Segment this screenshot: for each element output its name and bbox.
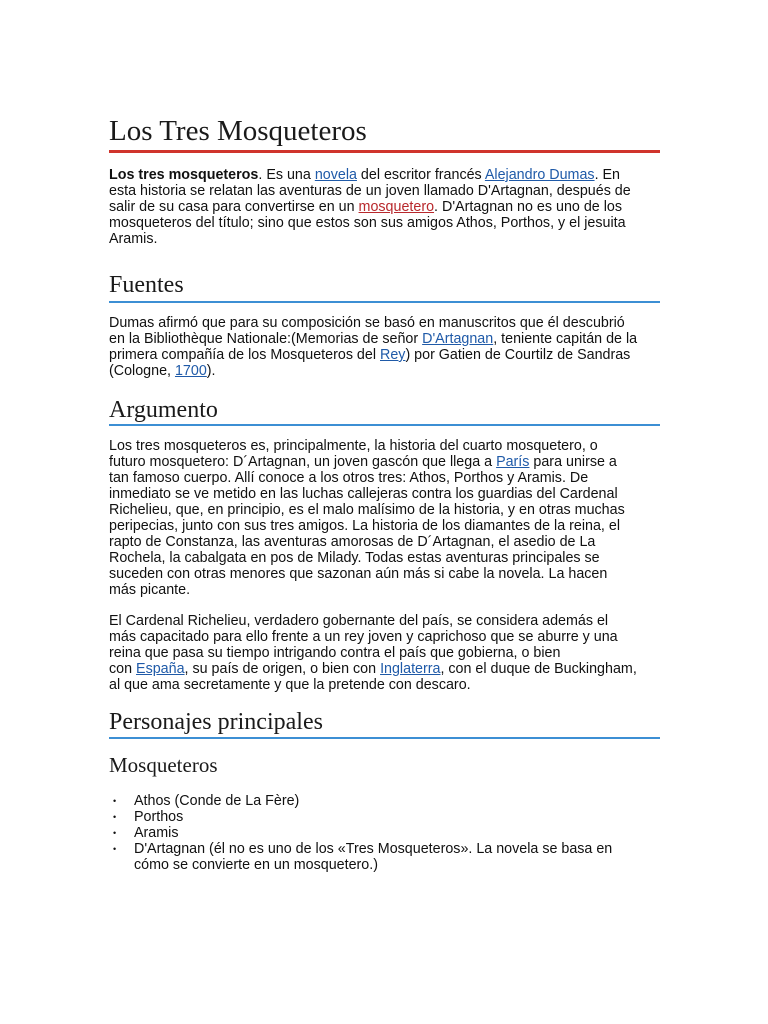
mosqueteros-list (109, 793, 669, 873)
link-novela[interactable]: novela (314, 167, 357, 183)
page-title: Los Tres Mosqueteros (109, 115, 367, 147)
subheading-mosqueteros: Mosqueteros (109, 753, 218, 777)
list-item: • Aramis (113, 825, 179, 841)
bullet-icon: • (113, 812, 117, 822)
fuentes-underline (109, 301, 660, 303)
personajes-underline (109, 737, 660, 739)
link-mosquetero[interactable]: mosquetero (358, 199, 435, 215)
link-alejandro-dumas[interactable]: Alejandro Dumas (484, 167, 595, 183)
link-espana[interactable]: España (136, 661, 185, 677)
link-inglaterra[interactable]: Inglaterra (380, 661, 441, 677)
argumento-paragraph-2: El Cardenal Richelieu, verdadero gobernante del país, se considera además el más capacitado para ello frente a un rey joven y caprichoso que se aburre y una reina que pasa su tiempo intrigando contra el país que gobierna, o bien con España, su país de origen, o bien con Inglaterra, con el duque de Buckingham, al que ama secretamente y que la pretende con descaro. (109, 613, 637, 693)
link-1700[interactable]: 1700 (174, 363, 207, 379)
fuentes-paragraph: Dumas afirmó que para su composición se basó en manuscritos que él descubrió en la Bibliothèque Nationale:(Memorias de señor D'Artagnan, teniente capitán de la primera compañía de los Mosqueteros del Rey) por Gatien de Courtilz de Sandras (Cologne, 1700). (109, 315, 638, 379)
link-rey[interactable]: Rey (380, 347, 406, 363)
intro-paragraph: Los tres mosqueteros. Es una novela del escritor francés Alejandro Dumas. En esta historia se relatan las aventuras de un joven llamado D'Artagnan, después de salir de su casa para convertirse en un mosquetero. D'Artagnan no es uno de los mosqueteros del título; sino que estos son sus amigos Athos, Porthos, y el jesuita Aramis. (109, 167, 631, 247)
list-item: • Athos (Conde de La Fère) (113, 793, 300, 809)
bullet-icon: • (113, 828, 117, 838)
list-item: • Porthos (113, 809, 184, 825)
list-item: • D'Artagnan (él no es uno de los «Tres Mosqueteros». La novela se basa en cómo se convierte en un mosquetero.) (113, 841, 613, 873)
heading-argumento: Argumento (109, 397, 218, 423)
link-paris[interactable]: París (496, 454, 530, 470)
heading-fuentes: Fuentes (109, 272, 184, 298)
title-underline (109, 150, 660, 153)
link-dartagnan[interactable]: D'Artagnan (422, 331, 494, 347)
argumento-paragraph-1: Los tres mosqueteros es, principalmente, la historia del cuarto mosquetero, o futuro mosquetero: D´Artagnan, un joven gascón que llega a París para unirse a tan famoso cuerpo. Allí conoce a los otros tres: Athos, Porthos y Aramis. De inmediato se ve metido en las luchas callejeras contra los guardias del Cardenal Richelieu, que, en principio, es el malo malísimo de la historia, y en otras muchas peripecias, junto con sus tres amigos. La historia de los diamantes de la reina, el rapto de Constanza, las aventuras amorosas de D´Artagnan, el asedio de La Rochela, la cabalgata en pos de Milady. Todas estas aventuras principales se suceden con otras menores que sazonan aún más si cabe la novela. La hacen más picante. (109, 438, 625, 598)
intro-bold-title: Los tres mosqueteros (109, 167, 259, 183)
bullet-icon: • (113, 844, 117, 854)
heading-personajes: Personajes principales (109, 709, 323, 735)
bullet-icon: • (113, 796, 117, 806)
argumento-underline (109, 424, 660, 426)
